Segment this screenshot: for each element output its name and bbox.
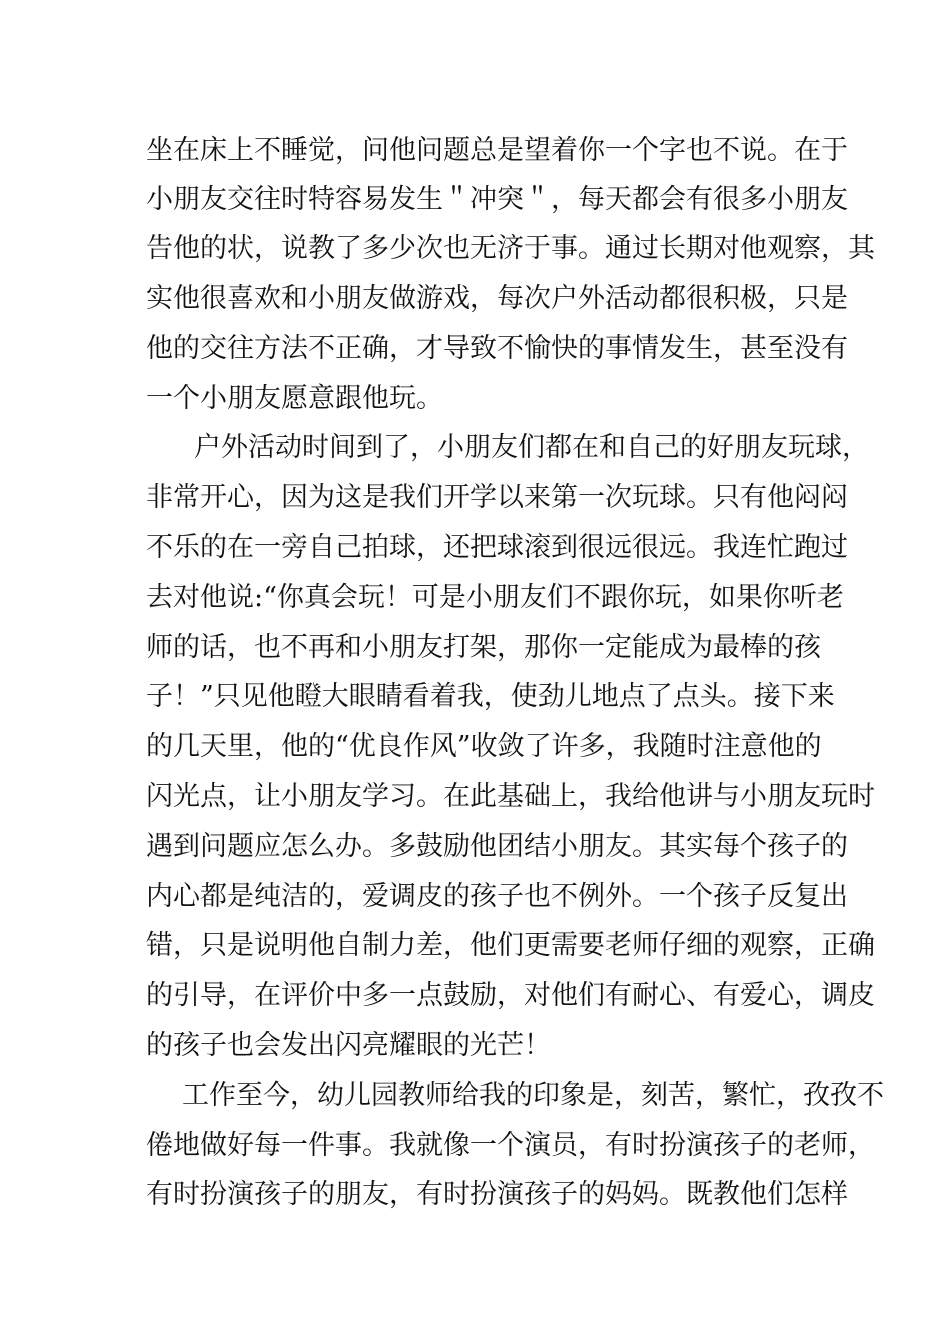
text-line: 师的话，也不再和小朋友打架，那你一定能成为最棒的孩 [146, 632, 821, 663]
text-line: 非常开心，因为这是我们开学以来第一次玩球。只有他闷闷 [146, 482, 848, 513]
text-line: 遇到问题应怎么办。多鼓励他团结小朋友。其实每个孩子的 [146, 831, 848, 862]
text-line: 闪光点，让小朋友学习。在此基础上，我给他讲与小朋友玩时 [146, 781, 875, 812]
text-line: 去对他说:“你真会玩！可是小朋友们不跟你玩，如果你听老 [146, 582, 844, 613]
text-line: 的几天里，他的“优良作风”收敛了许多，我随时注意他的 [146, 731, 822, 762]
text-line: 错，只是说明他自制力差，他们更需要老师仔细的观察，正确 [146, 930, 875, 961]
text-line: 实他很喜欢和小朋友做游戏，每次户外活动都很积极，只是 [146, 283, 848, 314]
text-line: 倦地做好每一件事。我就像一个演员，有时扮演孩子的老师， [146, 1130, 875, 1161]
text-line: 的孩子也会发出闪亮耀眼的光芒！ [146, 1030, 551, 1061]
text-line-indented: 工作至今，幼儿园教师给我的印象是，刻苦，繁忙，孜孜不 [182, 1080, 884, 1111]
text-line: 不乐的在一旁自己拍球，还把球滚到很远很远。我连忙跑过 [146, 532, 848, 563]
text-line: 一个小朋友愿意跟他玩。 [146, 383, 443, 414]
text-line: 小朋友交往时特容易发生＂冲突＂，每天都会有很多小朋友 [146, 184, 848, 215]
text-line: 子！”只见他瞪大眼睛看着我，使劲儿地点了点头。接下来 [146, 681, 835, 712]
text-line: 的引导，在评价中多一点鼓励，对他们有耐心、有爱心，调皮 [146, 980, 875, 1011]
text-line: 有时扮演孩子的朋友，有时扮演孩子的妈妈。既教他们怎样 [146, 1179, 848, 1210]
text-line-indented: 户外活动时间到了，小朋友们都在和自己的好朋友玩球， [194, 432, 869, 463]
text-line: 告他的状，说教了多少次也无济于事。通过长期对他观察，其 [146, 233, 875, 264]
text-line: 坐在床上不睡觉，问他问题总是望着你一个字也不说。在于 [146, 135, 848, 166]
text-line: 他的交往方法不正确，才导致不愉快的事情发生，甚至没有 [146, 333, 848, 364]
text-line: 内心都是纯洁的，爱调皮的孩子也不例外。一个孩子反复出 [146, 881, 848, 912]
